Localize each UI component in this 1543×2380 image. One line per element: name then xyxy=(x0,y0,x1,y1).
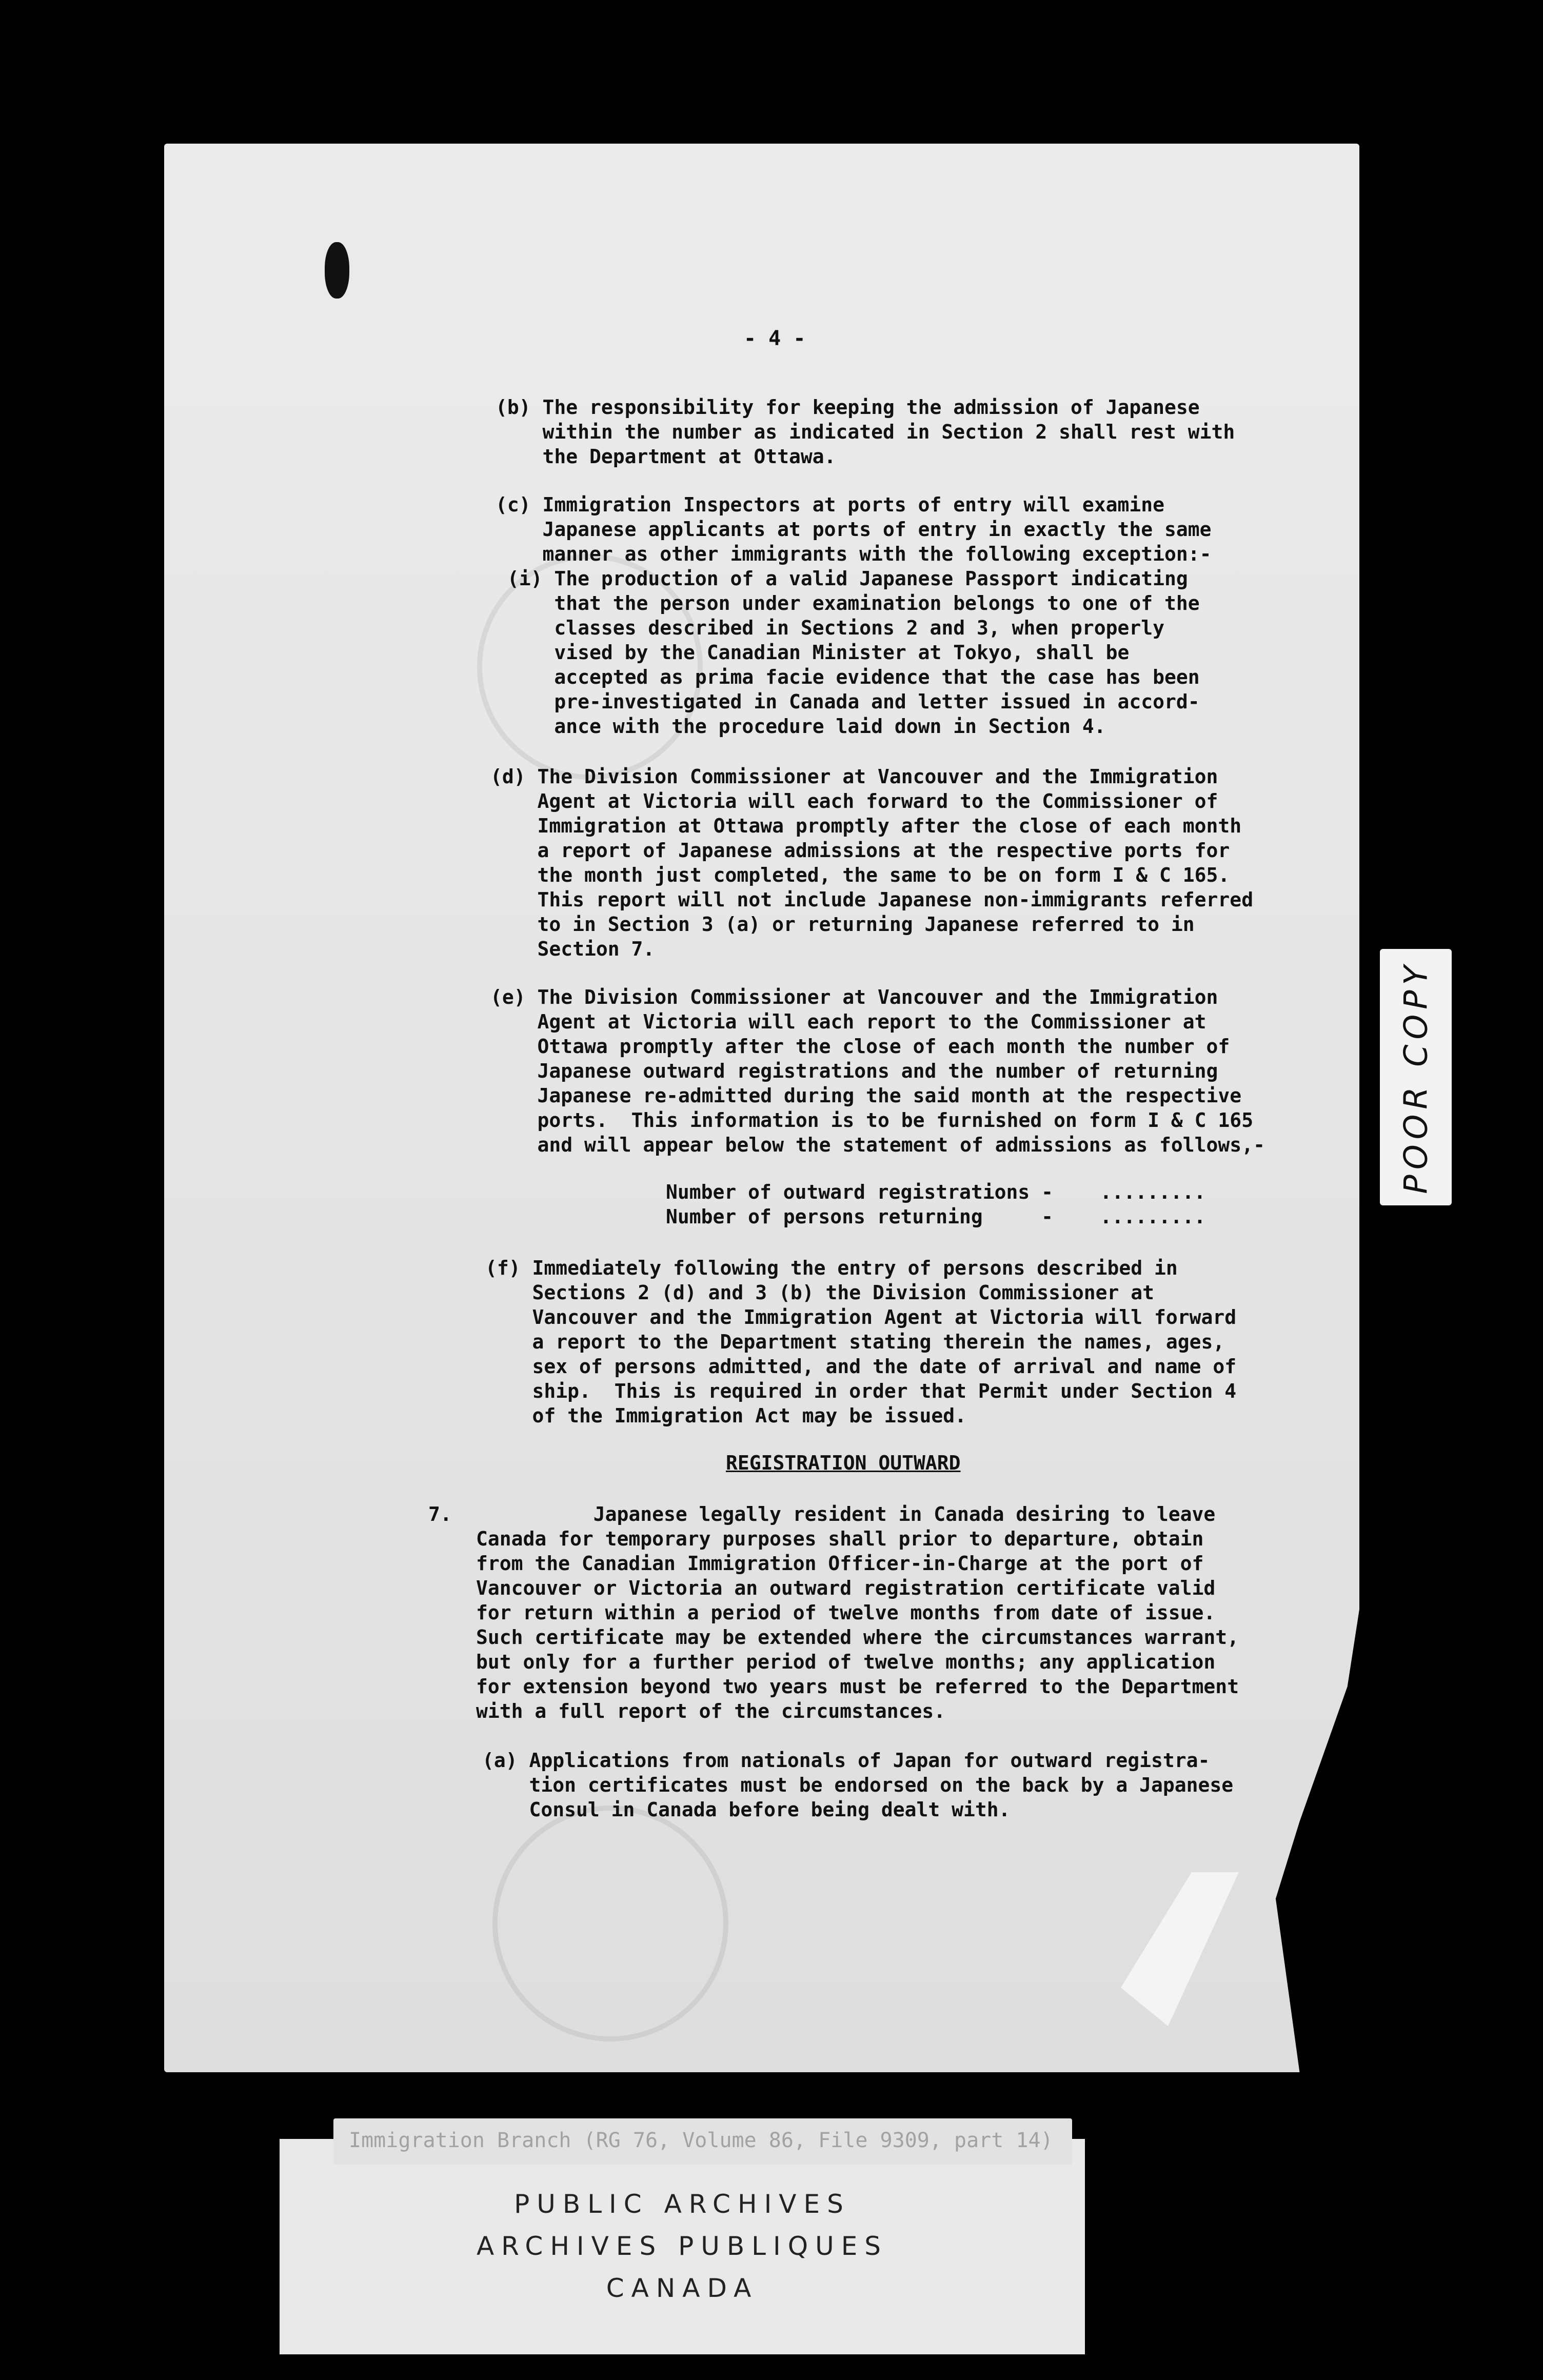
page-number: - 4 - xyxy=(744,327,806,350)
text-line: Vancouver and the Immigration Agent at Victoria will forward xyxy=(485,1306,1237,1328)
text-line: a report of Japanese admissions at the respective ports for xyxy=(490,839,1230,862)
text-line: (i) The production of a valid Japanese Passport indicating xyxy=(496,567,1188,590)
poor-copy-label xyxy=(1380,949,1452,1205)
text-line: Japanese outward registrations and the number of returning xyxy=(490,1060,1218,1082)
text-line: Immigration at Ottawa promptly after the close of each month xyxy=(490,815,1242,837)
text-line: Number of outward registrations - ......... xyxy=(666,1181,1206,1203)
text-line: Number of persons returning - ......... xyxy=(666,1205,1206,1228)
text-line: Consul in Canada before being dealt with. xyxy=(482,1798,1011,1821)
text-line: This report will not include Japanese non-immigrants referred xyxy=(490,888,1254,911)
text-line: a report to the Department stating therein the names, ages, xyxy=(485,1331,1225,1353)
section-heading: REGISTRATION OUTWARD xyxy=(726,1452,961,1474)
text-line: within the number as indicated in Section 2 shall rest with xyxy=(496,421,1235,443)
text-line: (a) Applications from nationals of Japan for outward registra- xyxy=(482,1749,1210,1772)
text-line: accepted as prima facie evidence that the case has been xyxy=(496,666,1200,688)
text-line: to in Section 3 (a) or returning Japanese referred to in xyxy=(490,913,1195,936)
section-7a-text xyxy=(482,1748,1233,1822)
text-line: sex of persons admitted, and the date of arrival and name of xyxy=(485,1355,1237,1378)
text-line: of the Immigration Act may be issued. xyxy=(485,1404,966,1427)
archive-reference-strip xyxy=(333,2118,1072,2165)
archive-line-2: ARCHIVES PUBLIQUES xyxy=(476,2231,888,2261)
text-line: (f) Immediately following the entry of persons described in xyxy=(485,1257,1178,1279)
text-line: classes described in Sections 2 and 3, when properly xyxy=(496,617,1165,639)
text-line: Agent at Victoria will each report to the Commissioner at xyxy=(490,1010,1206,1033)
text-line: Sections 2 (d) and 3 (b) the Division Commissioner at xyxy=(485,1281,1155,1304)
text-line: (e) The Division Commissioner at Vancouver and the Immigration xyxy=(490,986,1218,1008)
archive-line-1: PUBLIC ARCHIVES xyxy=(514,2189,850,2219)
text-line: (c) Immigration Inspectors at ports of entry will examine xyxy=(496,493,1165,516)
text-line: pre-investigated in Canada and letter issued in accord- xyxy=(496,690,1200,713)
statistics-lines xyxy=(666,1180,1205,1229)
text-line: with a full report of the circumstances. xyxy=(476,1700,946,1722)
text-line: tion certificates must be endorsed on the back by a Japanese xyxy=(482,1774,1234,1796)
text-line: ance with the procedure laid down in Section 4. xyxy=(496,715,1106,738)
text-line: Japanese legally resident in Canada desiring to leave xyxy=(476,1503,1216,1525)
section-d-text xyxy=(490,764,1253,961)
text-line: Ottawa promptly after the close of each month the number of xyxy=(490,1035,1230,1058)
text-line: the Department at Ottawa. xyxy=(496,445,836,468)
text-line: Such certificate may be extended where the circumstances warrant, xyxy=(476,1626,1239,1649)
text-line: ports. This information is to be furnished on form I & C 165 xyxy=(490,1109,1254,1132)
section-c-text xyxy=(496,492,1212,566)
text-line: manner as other immigrants with the following exception:- xyxy=(496,543,1212,565)
section-f-text xyxy=(485,1256,1236,1428)
text-line: and will appear below the statement of admissions as follows,- xyxy=(490,1134,1265,1156)
text-line: (b) The responsibility for keeping the admission of Japanese xyxy=(496,396,1200,419)
punch-hole xyxy=(325,242,349,299)
poor-copy-text: POOR COPY xyxy=(1397,960,1435,1194)
text-line: Japanese applicants at ports of entry in exactly the same xyxy=(496,518,1212,541)
section-e-text xyxy=(490,985,1265,1157)
text-line: from the Canadian Immigration Officer-in-Charge at the port of xyxy=(476,1552,1204,1575)
archive-line-3: CANADA xyxy=(606,2273,759,2303)
text-line: for extension beyond two years must be referred to the Department xyxy=(476,1675,1239,1698)
section-7-number: 7. xyxy=(428,1503,452,1525)
faint-stamp xyxy=(492,1806,728,2041)
text-line: Canada for temporary purposes shall prior to departure, obtain xyxy=(476,1528,1204,1550)
text-line: the month just completed, the same to be on form I & C 165. xyxy=(490,864,1230,886)
section-b-text xyxy=(496,395,1235,469)
text-line: for return within a period of twelve months from date of issue. xyxy=(476,1601,1216,1624)
section-7-text xyxy=(476,1502,1239,1723)
text-line: Japanese re-admitted during the said month at the respective xyxy=(490,1084,1242,1107)
text-line: Agent at Victoria will each forward to the Commissioner of xyxy=(490,790,1218,812)
text-line: that the person under examination belongs to one of the xyxy=(496,592,1200,614)
text-line: vised by the Canadian Minister at Tokyo, shall be xyxy=(496,641,1130,664)
section-c-i-text xyxy=(496,566,1200,739)
text-line: Section 7. xyxy=(490,938,655,960)
text-line: but only for a further period of twelve months; any application xyxy=(476,1651,1216,1673)
text-line: (d) The Division Commissioner at Vancouver and the Immigration xyxy=(490,765,1218,788)
text-line: Vancouver or Victoria an outward registration certificate valid xyxy=(476,1577,1216,1599)
archive-reference-text: Immigration Branch (RG 76, Volume 86, File 9309, part 14) xyxy=(349,2129,1053,2152)
text-line: ship. This is required in order that Permit under Section 4 xyxy=(485,1380,1237,1402)
